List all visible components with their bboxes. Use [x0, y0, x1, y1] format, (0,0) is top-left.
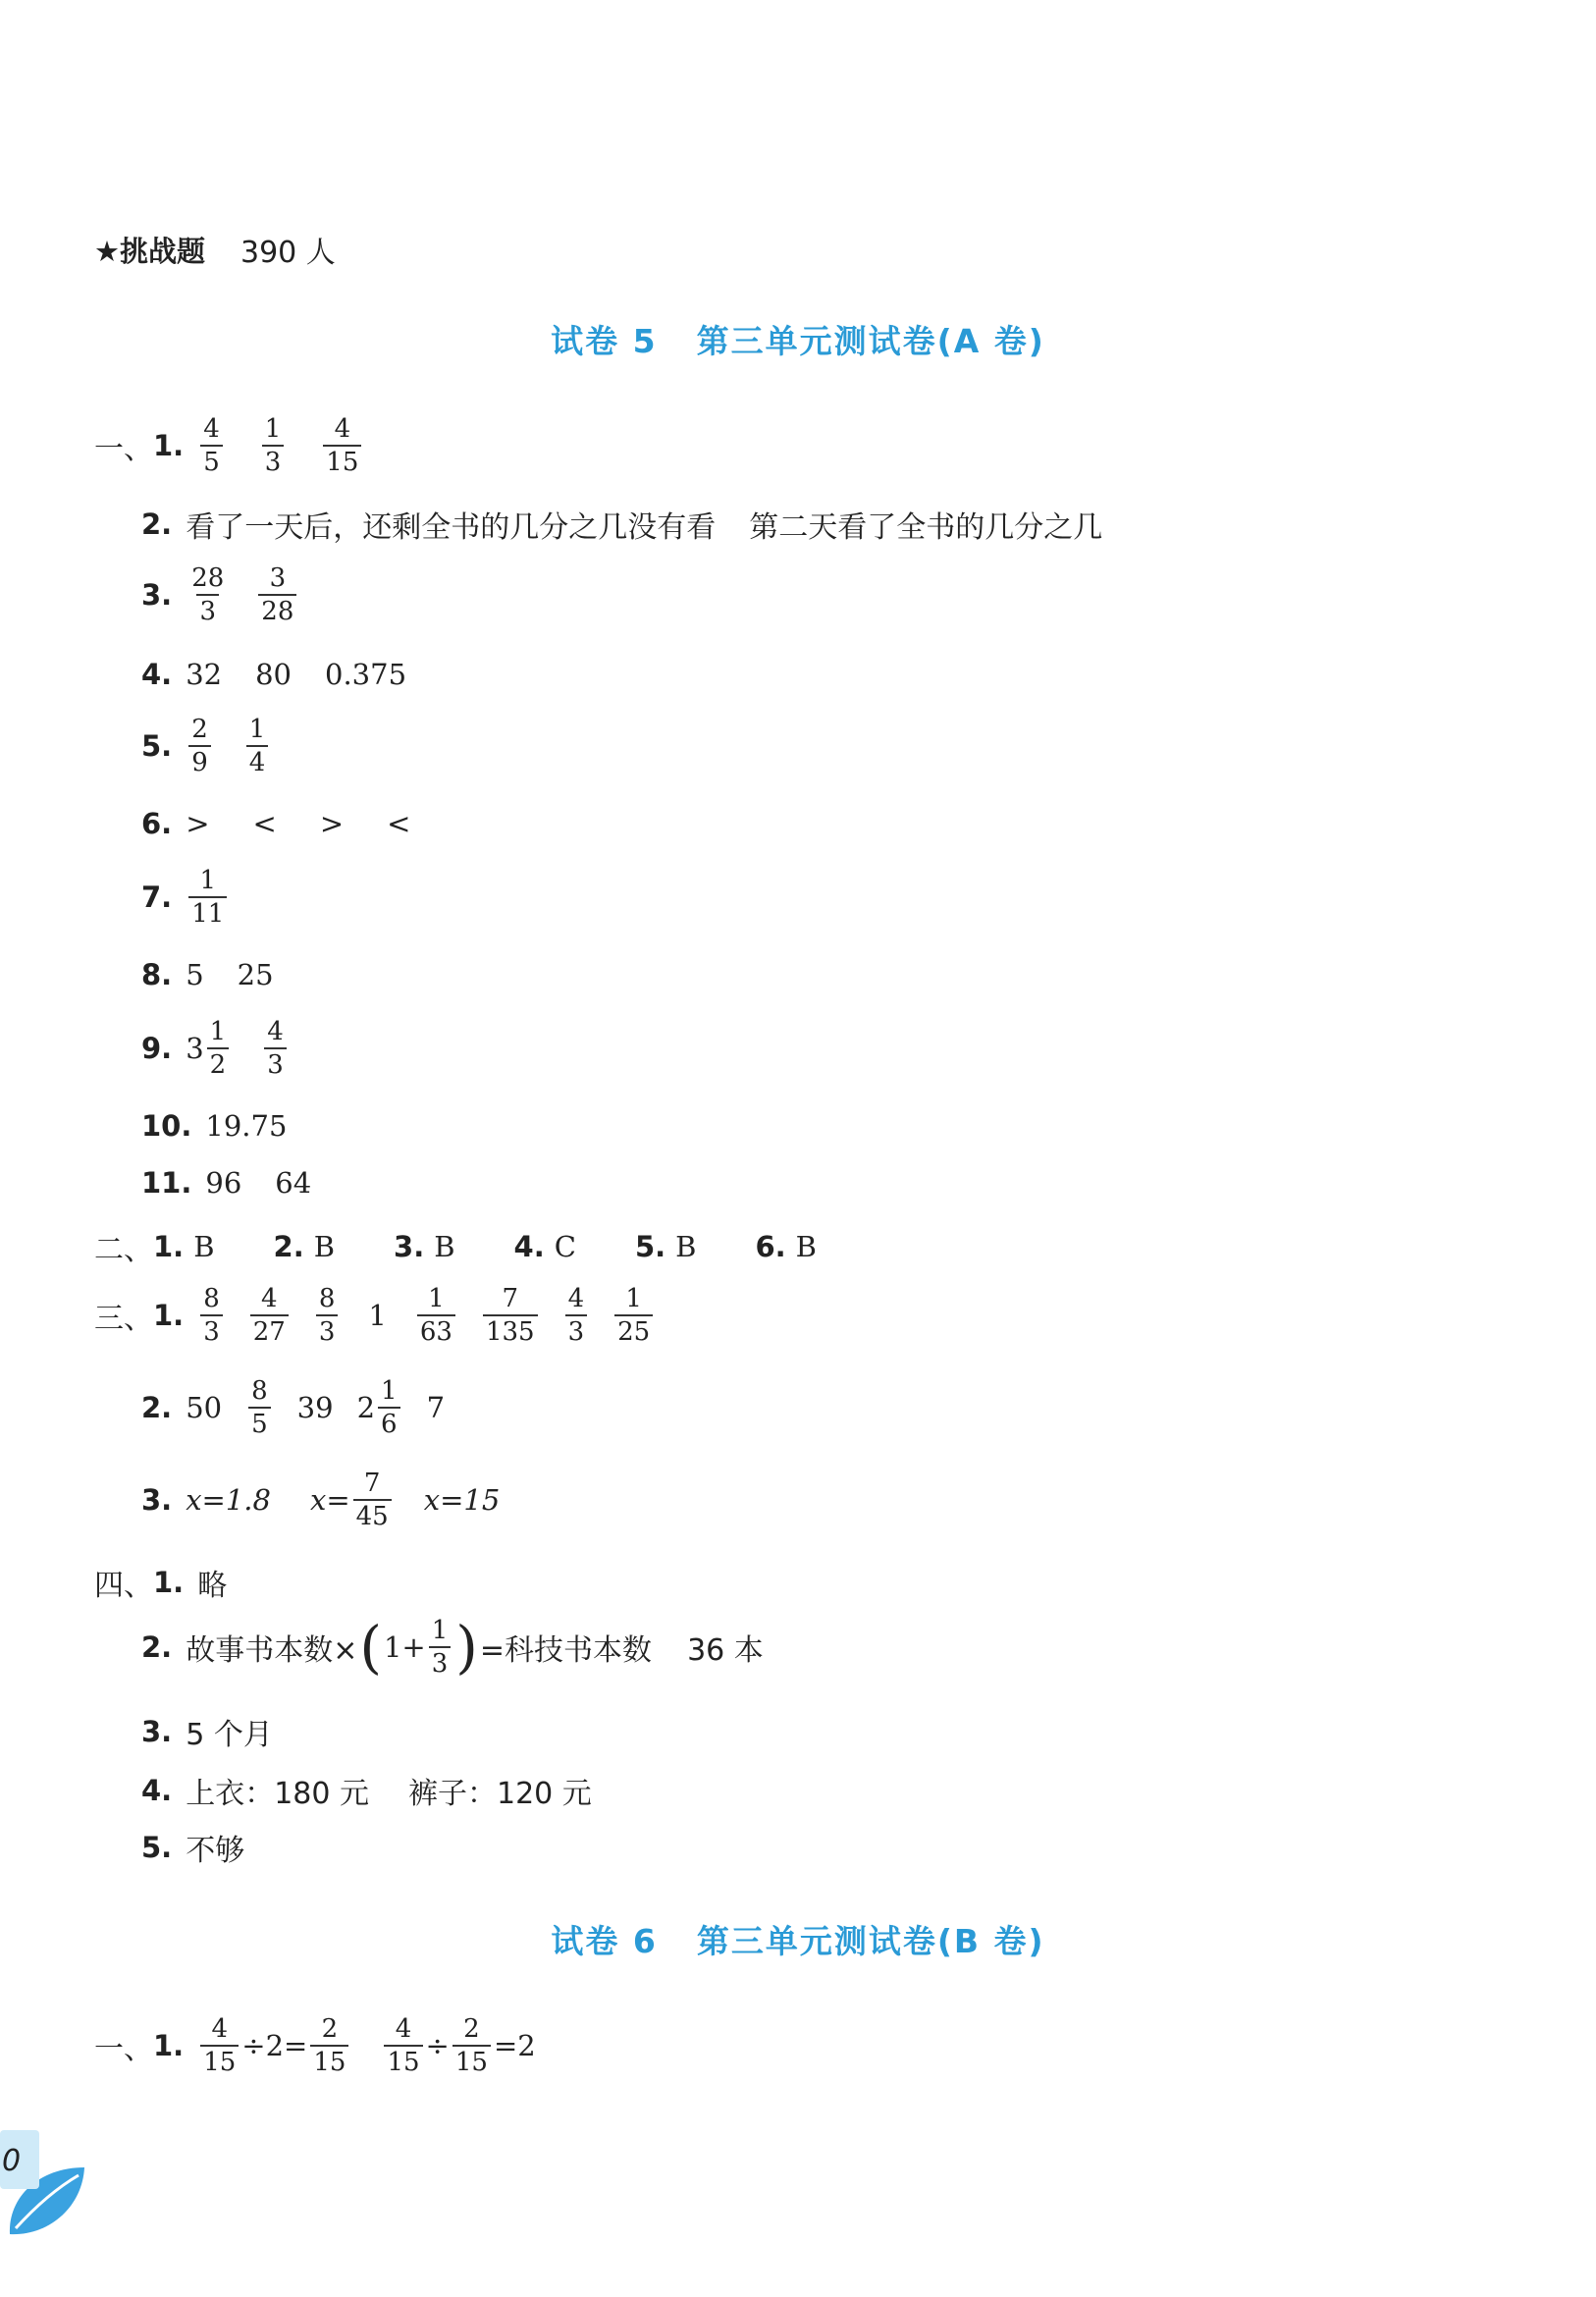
operator: ÷2=	[241, 2029, 308, 2062]
answer-text: 36 本	[687, 1633, 764, 1668]
s1-q9	[141, 1019, 290, 1078]
fraction: $\frac{3}{28}$	[258, 565, 296, 624]
question-label: 3.	[141, 1715, 173, 1748]
s4-q1	[94, 1561, 227, 1604]
fraction: $\frac{1}{63}$	[417, 1286, 455, 1345]
answer-value: 50	[186, 1391, 223, 1424]
right-paren: )	[455, 1614, 478, 1681]
question-label: 4.	[141, 658, 173, 691]
answer-value: 1	[368, 1299, 387, 1332]
fraction: $\frac{1}{2}$	[207, 1019, 230, 1078]
s3-q1	[94, 1286, 656, 1345]
question-label: 5.	[141, 1831, 173, 1864]
fraction: $\frac{1}{11}$	[188, 868, 227, 927]
answer-value: 64	[275, 1166, 312, 1200]
challenge-label: ★挑战题	[94, 234, 205, 268]
question-label: 3.	[141, 578, 173, 612]
fraction: $\frac{7}{45}$	[353, 1470, 392, 1529]
question-label: 1.	[153, 429, 185, 462]
s4-q4	[141, 1769, 592, 1812]
answer-value: 39	[296, 1391, 334, 1424]
question-label: 11.	[141, 1166, 192, 1200]
answer-equation: x=	[309, 1483, 350, 1517]
answer-text: 故事书本数×	[186, 1633, 358, 1668]
fraction: $\frac{1}{3}$	[429, 1618, 452, 1677]
answer-value: 96	[205, 1166, 242, 1200]
section-6-title	[0, 1916, 1596, 1962]
fraction: $\frac{1}{4}$	[246, 717, 269, 775]
s2-choices	[94, 1225, 876, 1268]
question-label: 6.	[141, 807, 173, 840]
fraction: $\frac{7}{135}$	[483, 1286, 538, 1345]
choice-item: 5. B	[634, 1230, 697, 1263]
fraction: $\frac{2}{9}$	[188, 717, 211, 775]
choice-item: 4. C	[513, 1230, 576, 1263]
s3-q3	[141, 1470, 500, 1529]
question-label: 2.	[141, 507, 173, 541]
question-label: 2.	[141, 1391, 173, 1424]
s1-q6	[141, 807, 410, 840]
s1-q3	[141, 565, 299, 624]
fraction: $\frac{8}{3}$	[316, 1286, 339, 1345]
answer-text: 裤子：120 元	[408, 1777, 592, 1811]
choice-item: 6. B	[755, 1230, 817, 1263]
answer-value: 25	[237, 958, 274, 991]
section-5-title	[0, 316, 1596, 362]
part-prefix: 二、	[94, 1233, 153, 1267]
answer-text: 上衣：180 元	[186, 1777, 369, 1811]
question-label: 9.	[141, 1032, 173, 1065]
fraction: $\frac{4}{15}$	[323, 416, 361, 475]
answer-symbol: >	[319, 807, 345, 840]
s1-q5	[141, 717, 271, 775]
section-6-title-a: 试卷 6	[551, 1922, 658, 1960]
s1-q1	[94, 416, 364, 475]
section-5-title-b: 第三单元测试卷(A 卷)	[696, 322, 1045, 360]
answer-equation: x=15	[423, 1483, 501, 1517]
fraction: $\frac{4}{5}$	[200, 416, 223, 475]
fraction: $\frac{1}{6}$	[378, 1378, 400, 1437]
fraction: $\frac{4}{3}$	[264, 1019, 287, 1078]
choice-item: 3. B	[394, 1230, 455, 1263]
choice-item: 1. B	[153, 1230, 215, 1263]
answer-value: 80	[255, 658, 293, 691]
part-prefix: 一、	[94, 432, 153, 466]
s1-q7	[141, 868, 230, 927]
part-prefix: 三、	[94, 1302, 153, 1336]
answer-value: 1+	[383, 1630, 426, 1664]
answer-text: 不够	[186, 1834, 245, 1868]
answer-value: 0.375	[325, 658, 407, 691]
part-prefix: 一、	[94, 2032, 153, 2066]
question-label: 1.	[153, 2029, 185, 2062]
s1-q2	[141, 503, 1102, 546]
part-prefix: 四、	[94, 1569, 153, 1603]
fraction: $\frac{4}{15}$	[200, 2016, 239, 2075]
operator: =2	[493, 2029, 536, 2062]
fraction: $\frac{4}{3}$	[565, 1286, 588, 1345]
question-label: 7.	[141, 881, 173, 914]
challenge-line	[94, 228, 336, 271]
fraction: $\frac{8}{5}$	[248, 1378, 271, 1437]
answer-equation: x=1.8	[186, 1483, 271, 1517]
question-label: 1.	[153, 1299, 185, 1332]
left-paren: (	[359, 1614, 382, 1681]
answer-value: 7	[426, 1391, 446, 1424]
answer-value: 5	[186, 958, 204, 991]
fraction: $\frac{2}{15}$	[452, 2016, 491, 2075]
fraction: $\frac{2}{15}$	[310, 2016, 348, 2075]
fraction: $\frac{28}{3}$	[191, 563, 225, 626]
question-label: 5.	[141, 729, 173, 763]
s1-q4	[141, 658, 406, 691]
answer-text: 第二天看了全书的几分之几	[749, 510, 1103, 545]
answer-symbol: >	[186, 807, 210, 840]
choice-item: 2. B	[273, 1230, 336, 1263]
fraction: $\frac{4}{27}$	[250, 1286, 289, 1345]
question-label: 3.	[141, 1483, 173, 1517]
section-5-title-a: 试卷 5	[551, 322, 658, 360]
answer-symbol: <	[252, 807, 277, 840]
answer-text: 看了一天后，还剩全书的几分之几没有看	[186, 510, 717, 545]
s4-q3	[141, 1710, 273, 1753]
mixed-whole: 2	[356, 1391, 376, 1424]
fraction: $\frac{8}{3}$	[200, 1286, 223, 1345]
answer-value: 32	[186, 658, 223, 691]
fraction: $\frac{1}{25}$	[614, 1286, 653, 1345]
question-label: 2.	[141, 1630, 173, 1664]
fraction: $\frac{4}{15}$	[384, 2016, 422, 2075]
section-6-title-b: 第三单元测试卷(B 卷)	[696, 1922, 1045, 1960]
question-label: 10.	[141, 1109, 192, 1143]
question-label: 8.	[141, 958, 173, 991]
operator: ÷	[425, 2029, 450, 2062]
mixed-whole: 3	[186, 1032, 204, 1065]
s6-q1	[94, 2016, 536, 2075]
answer-value: 19.75	[205, 1109, 288, 1143]
s4-q2	[141, 1614, 764, 1681]
page-number: 0	[2, 2144, 22, 2178]
s4-q5	[141, 1826, 244, 1869]
s1-q11	[141, 1166, 311, 1200]
answer-symbol: <	[387, 807, 411, 840]
answer-text: 5 个月	[186, 1718, 273, 1752]
s1-q8	[141, 958, 274, 991]
fraction: $\frac{1}{3}$	[262, 416, 285, 475]
question-label: 4.	[141, 1774, 173, 1807]
answer-text: 略	[197, 1569, 228, 1603]
challenge-answer: 390 人	[240, 236, 336, 270]
s1-q10	[141, 1109, 287, 1143]
question-label: 1.	[153, 1566, 185, 1599]
answer-text: =科技书本数	[479, 1633, 653, 1668]
s3-q2	[141, 1378, 445, 1437]
